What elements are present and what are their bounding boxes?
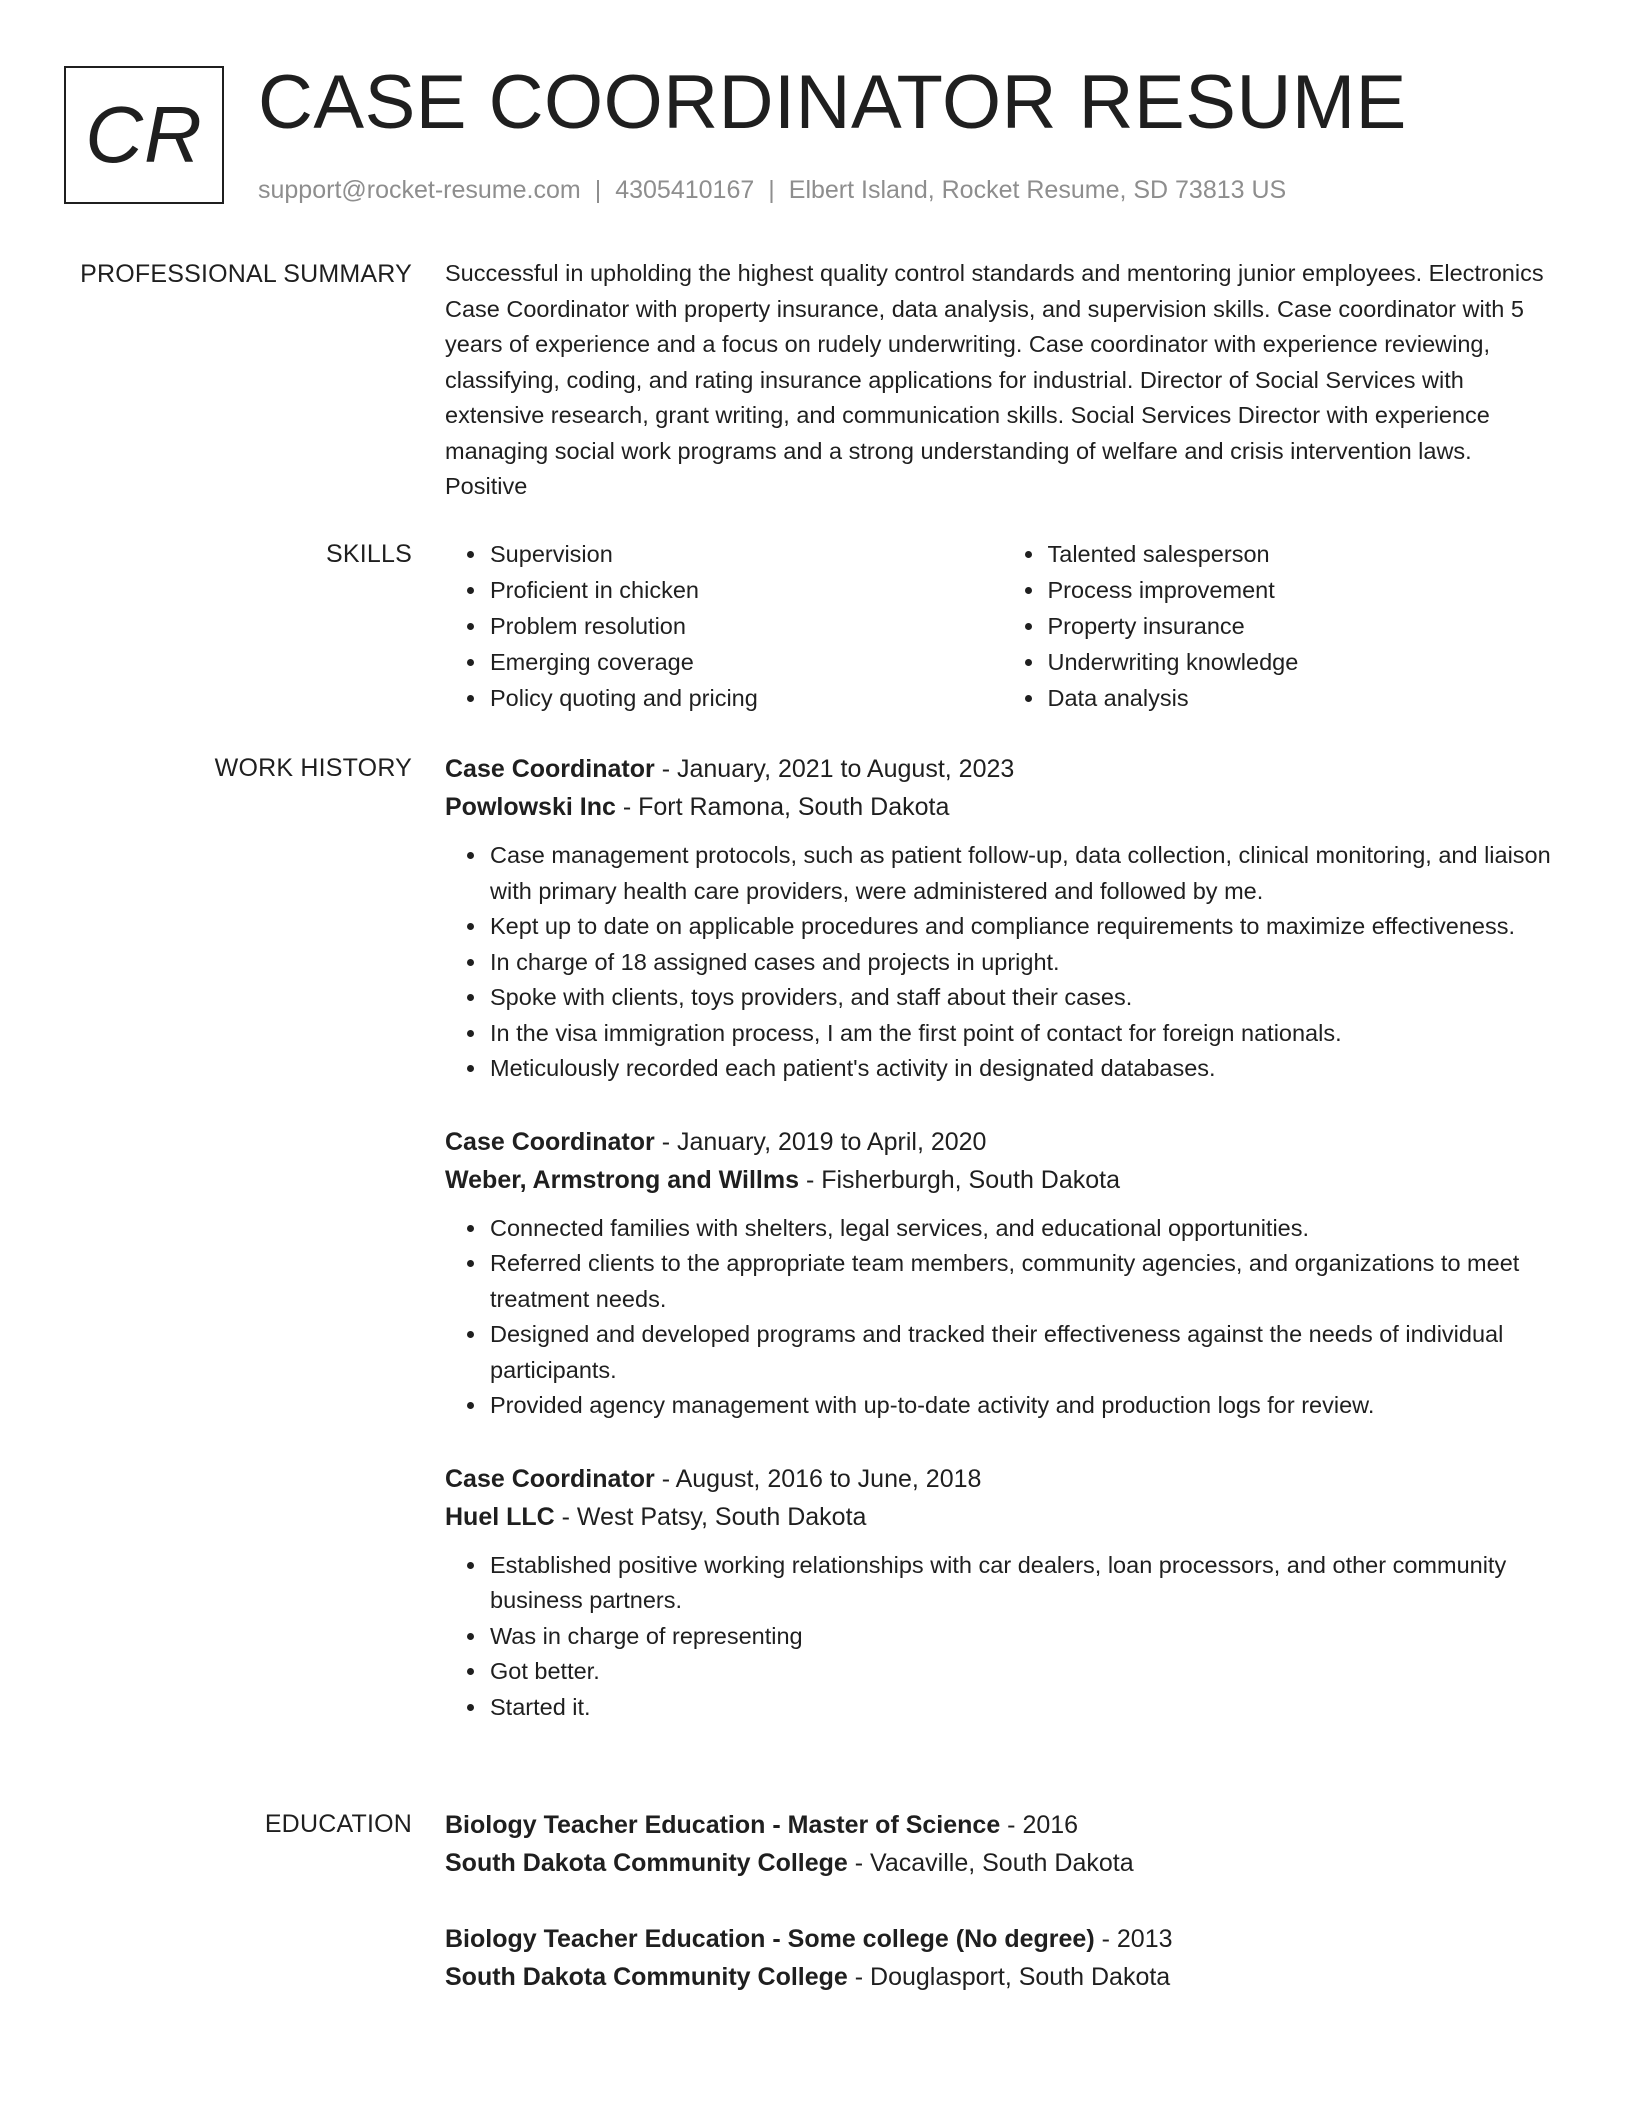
skill-item: • Data analysis <box>1046 680 1561 716</box>
education-year: - 2013 <box>1094 1925 1173 1953</box>
job-bullet: • In the visa immigration process, I am the first point of contact for foreign nationals. <box>488 1016 1560 1052</box>
job-company-line <box>445 1498 1560 1536</box>
education-body <box>445 1806 1560 2034</box>
job-location: - West Patsy, South Dakota <box>554 1502 867 1531</box>
education-year: - 2016 <box>1000 1811 1079 1839</box>
job-bullet: • In charge of 18 assigned cases and projects in upright. <box>488 945 1560 981</box>
job-dates: - August, 2016 to June, 2018 <box>654 1464 982 1493</box>
work-history-label: WORK HISTORY <box>214 754 412 782</box>
job-title: Case Coordinator <box>445 755 655 783</box>
work-history-body <box>445 750 1560 1761</box>
skill-item: • Proficient in chicken <box>488 572 1003 608</box>
education-degree: Biology Teacher Education - Master of Science <box>445 1811 1001 1839</box>
skills-label: SKILLS <box>326 540 412 568</box>
monogram-initials: CR <box>85 90 203 179</box>
job-bullet: • Provided agency management with up-to-date activity and production logs for review. <box>488 1388 1560 1424</box>
job-entry <box>445 1460 1560 1726</box>
job-bullet: • Connected families with shelters, legal services, and educational opportunities. <box>488 1211 1560 1247</box>
job-title-line <box>445 750 1560 788</box>
summary-body <box>445 256 1560 505</box>
skill-item: • Process improvement <box>1046 572 1561 608</box>
education-entry <box>445 1806 1560 1882</box>
job-bullets <box>445 1211 1560 1424</box>
job-company: Powlowski Inc <box>445 793 616 821</box>
skill-item: • Supervision <box>488 536 1003 572</box>
job-bullets <box>445 1548 1560 1726</box>
contact-address: Elbert Island, Rocket Resume, SD 73813 US <box>788 176 1287 204</box>
contact-email[interactable]: support@rocket-resume.com <box>258 176 581 204</box>
education-location: - Douglasport, South Dakota <box>847 1963 1171 1991</box>
job-bullet: • Meticulously recorded each patient's activity in designated databases. <box>488 1051 1560 1087</box>
job-location: - Fort Ramona, South Dakota <box>615 793 950 821</box>
skill-item: • Emerging coverage <box>488 644 1003 680</box>
resume-title: CASE COORDINATOR RESUME <box>258 60 1407 145</box>
skills-body <box>445 536 1560 716</box>
job-title: Case Coordinator <box>445 1464 655 1493</box>
skills-column-left <box>445 536 1003 716</box>
job-dates: - January, 2021 to August, 2023 <box>654 755 1015 783</box>
job-bullet: • Got better. <box>488 1654 1560 1690</box>
job-entry <box>445 1123 1560 1424</box>
education-degree: Biology Teacher Education - Some college (No degree) <box>445 1925 1095 1953</box>
contact-phone[interactable]: 4305410167 <box>615 176 755 204</box>
skill-item: • Underwriting knowledge <box>1046 644 1561 680</box>
job-title: Case Coordinator <box>445 1127 655 1156</box>
job-dates: - January, 2019 to April, 2020 <box>654 1127 987 1156</box>
education-degree-line <box>445 1920 1560 1958</box>
job-bullet: • Established positive working relationships with car dealers, loan processors, and other community business partners. <box>488 1548 1560 1619</box>
job-bullet: • Spoke with clients, toys providers, and staff about their cases. <box>488 980 1560 1016</box>
summary-text: Successful in upholding the highest quality control standards and mentoring junior employees. Electronics Case Coordinator with property insurance, data analysis, and supervision skills. Case coordinator with 5 years of experience and a focus on rudely underwriting. Case coordinator with experience reviewing, classifying, coding, and rating insurance applications for industrial. Director of Social Services with extensive research, grant writing, and communication skills. Social Services Director with experience managing social work programs and a strong understanding of welfare and crisis intervention laws. Positive <box>445 260 1544 499</box>
job-bullet: • Designed and developed programs and tracked their effectiveness against the needs of individual participants. <box>488 1317 1560 1388</box>
monogram-badge <box>64 66 224 204</box>
education-degree-line <box>445 1806 1560 1844</box>
education-label: EDUCATION <box>264 1810 412 1838</box>
job-company: Weber, Armstrong and Willms <box>445 1165 800 1194</box>
job-bullet: • Started it. <box>488 1690 1560 1726</box>
education-location: - Vacaville, South Dakota <box>847 1849 1134 1877</box>
skill-item: • Talented salesperson <box>1046 536 1561 572</box>
job-bullet: • Referred clients to the appropriate team members, community agencies, and organizations to meet treatment needs. <box>488 1246 1560 1317</box>
contact-separator: | <box>768 176 775 204</box>
job-bullets <box>445 838 1560 1087</box>
education-school-line <box>445 1844 1560 1882</box>
job-title-line <box>445 1123 1560 1161</box>
job-company-line <box>445 788 1560 826</box>
skills-grid <box>445 536 1560 716</box>
skill-item: • Policy quoting and pricing <box>488 680 1003 716</box>
summary-label: PROFESSIONAL SUMMARY <box>80 260 412 288</box>
job-location: - Fisherburgh, South Dakota <box>799 1165 1121 1194</box>
job-company-line <box>445 1161 1560 1199</box>
contact-separator: | <box>594 176 602 204</box>
skill-item: • Property insurance <box>1046 608 1561 644</box>
job-title-line <box>445 1460 1560 1498</box>
job-bullet: • Was in charge of representing <box>488 1619 1560 1655</box>
education-school-line <box>445 1958 1560 1996</box>
job-bullet: • Kept up to date on applicable procedures and compliance requirements to maximize effectiveness. <box>488 909 1560 945</box>
job-entry <box>445 750 1560 1087</box>
contact-line <box>258 174 1286 206</box>
job-bullet: • Case management protocols, such as patient follow-up, data collection, clinical monitoring, and liaison with primary health care providers, were administered and followed by me. <box>488 838 1560 909</box>
skill-item: • Problem resolution <box>488 608 1003 644</box>
education-school: South Dakota Community College <box>445 1963 848 1991</box>
job-company: Huel LLC <box>445 1502 555 1531</box>
skills-column-right <box>1003 536 1561 716</box>
education-school: South Dakota Community College <box>445 1849 848 1877</box>
education-entry <box>445 1920 1560 1996</box>
